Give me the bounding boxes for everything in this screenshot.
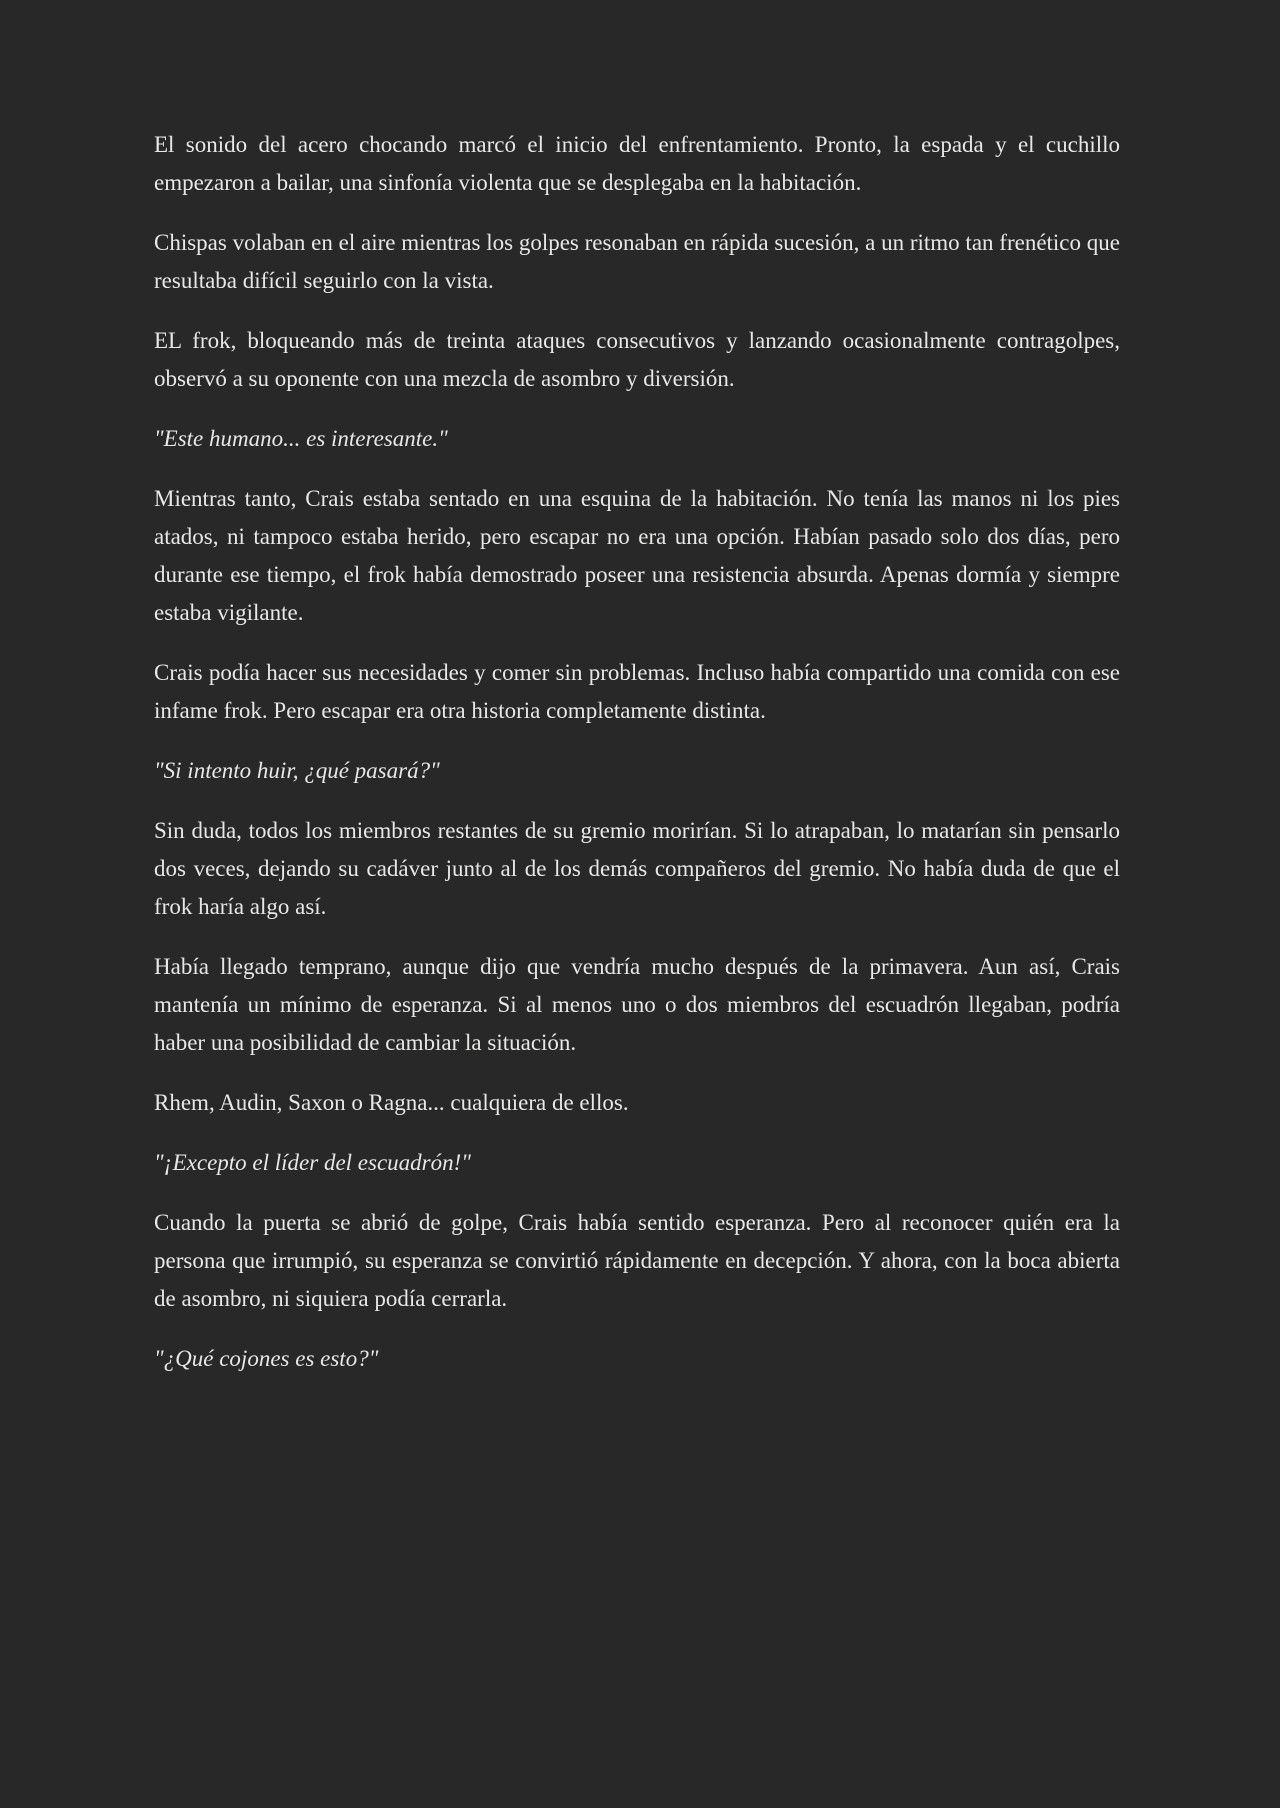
dialogue-line: "¿Qué cojones es esto?" [154,1346,379,1371]
paragraph: Chispas volaban en el aire mientras los golpes resonaban en rápida sucesión, a un ritmo tan frenético que resultaba difícil seguirlo con la vista. [154,230,1120,293]
paragraph: Sin duda, todos los miembros restantes de su gremio morirían. Si lo atrapaban, lo matarían sin pensarlo dos veces, dejando su cadáver junto al de los demás compañeros del gremio. No había duda de que el frok haría algo así. [154,818,1120,919]
dialogue-line: "Este humano... es interesante." [154,426,448,451]
dialogue-line: "Si intento huir, ¿qué pasará?" [154,758,440,783]
paragraph: Cuando la puerta se abrió de golpe, Crais había sentido esperanza. Pero al reconocer quién era la persona que irrumpió, su esperanza se convirtió rápidamente en decepción. Y ahora, con la boca abierta de asombro, ni siquiera podía cerrarla. [154,1210,1120,1311]
paragraph: Había llegado temprano, aunque dijo que vendría mucho después de la primavera. Aun así, Crais mantenía un mínimo de esperanza. Si al menos uno o dos miembros del escuadrón llegaban, podría haber una posibilidad de cambiar la situación. [154,954,1120,1055]
paragraph: EL frok, bloqueando más de treinta ataques consecutivos y lanzando ocasionalmente contragolpes, observó a su oponente con una mezcla de asombro y diversión. [154,328,1120,391]
paragraph: Rhem, Audin, Saxon o Ragna... cualquiera de ellos. [154,1090,629,1115]
paragraph: Mientras tanto, Crais estaba sentado en una esquina de la habitación. No tenía las manos ni los pies atados, ni tampoco estaba herido, pero escapar no era una opción. Habían pasado solo dos días, pero durante ese tiempo, el frok había demostrado poseer una resistencia absurda. Apenas dormía y siempre estaba vigilante. [154,486,1120,625]
dialogue-line: "¡Excepto el líder del escuadrón!" [154,1150,471,1175]
paragraph: Crais podía hacer sus necesidades y comer sin problemas. Incluso había compartido una comida con ese infame frok. Pero escapar era otra historia completamente distinta. [154,660,1120,723]
paragraph: El sonido del acero chocando marcó el inicio del enfrentamiento. Pronto, la espada y el cuchillo empezaron a bailar, una sinfonía violenta que se desplegaba en la habitación. [154,132,1120,195]
